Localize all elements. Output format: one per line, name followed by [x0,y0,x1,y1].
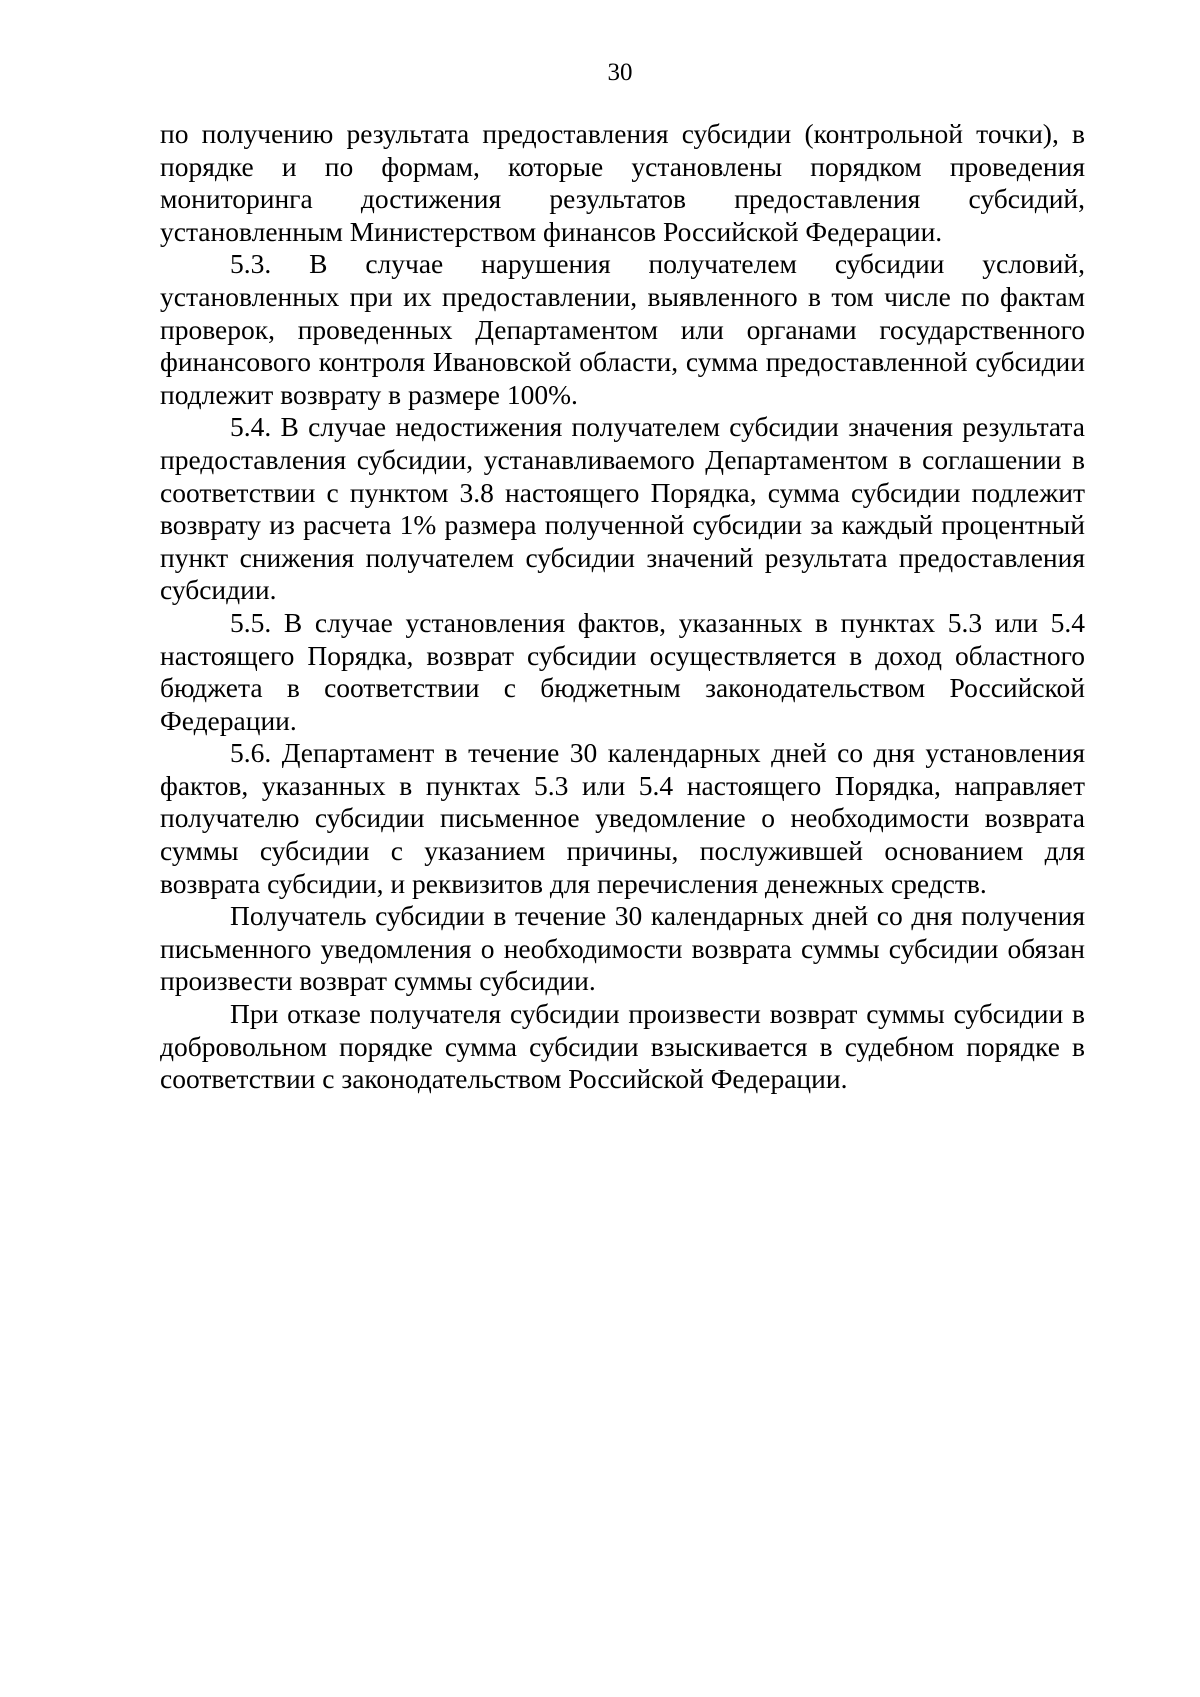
paragraph-recipient-obligation: Получатель субсидии в течение 30 календарных дней со дня получения письменного уведомления о необходимости возврата суммы субсидии обязан произвести возврат суммы субсидии. [160,900,1085,997]
document-body [160,118,1085,1096]
paragraph-5-3: 5.3. В случае нарушения получателем субсидии условий, установленных при их предоставлении, выявленного в том числе по фактам проверок, проведенных Департаментом или органами государственного финансового контроля Ивановской области, сумма предоставленной субсидии подлежит возврату в размере 100%. [160,248,1085,410]
paragraph-5-5: 5.5. В случае установления фактов, указанных в пунктах 5.3 или 5.4 настоящего Порядка, возврат субсидии осуществляется в доход областного бюджета в соответствии с бюджетным законодательством Российской Федерации. [160,606,1085,736]
paragraph-5-4: 5.4. В случае недостижения получателем субсидии значения результата предоставления субсидии, устанавливаемого Департаментом в соглашении в соответствии с пунктом 3.8 настоящего Порядка, сумма субсидии подлежит возврату из расчета 1% размера полученной субсидии за каждый процентный пункт снижения получателем субсидии значений результата предоставления субсидии. [160,411,1085,606]
paragraph-5-6: 5.6. Департамент в течение 30 календарных дней со дня установления фактов, указанных в пунктах 5.3 или 5.4 настоящего Порядка, направляет получателю субсидии письменное уведомление о необходимости возврата суммы субсидии с указанием причины, послужившей основанием для возврата субсидии, и реквизитов для перечисления денежных средств. [160,737,1085,899]
paragraph-refusal: При отказе получателя субсидии произвести возврат суммы субсидии в добровольном порядке сумма субсидии взыскивается в судебном порядке в соответствии с законодательством Российской Федерации. [160,998,1085,1095]
page-number: 30 [607,59,633,86]
paragraph-continuation: по получению результата предоставления субсидии (контрольной точки), в порядке и по формам, которые установлены порядком проведения мониторинга достижения результатов предоставления субсидий, установленным Министерством финансов Российской Федерации. [160,118,1085,247]
